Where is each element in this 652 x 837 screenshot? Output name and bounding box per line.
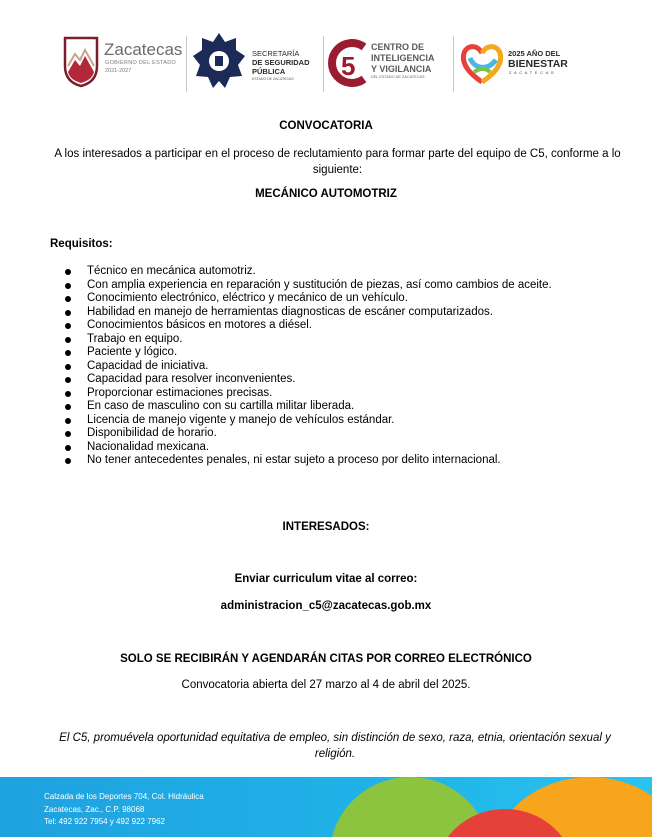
requirements-title: Requisitos: bbox=[50, 238, 113, 250]
contact-email[interactable]: administracion_c5@zacatecas.gob.mx bbox=[220, 600, 432, 612]
ssp-line2: DE SEGURIDAD bbox=[252, 58, 310, 67]
svg-text:5: 5 bbox=[341, 51, 356, 81]
list-item: No tener antecedentes penales, ni estar sujeto a proceso por delito internacional. bbox=[60, 454, 552, 468]
zacatecas-name: Zacatecas bbox=[104, 40, 183, 59]
list-item: Paciente y lógico. bbox=[60, 346, 552, 360]
police-badge-icon bbox=[192, 32, 246, 90]
footer-phone: Tel: 492 922 7954 y 492 922 7962 bbox=[44, 817, 165, 826]
c5-line3: Y VIGILANCIA bbox=[371, 64, 432, 74]
footer-address-line1: Calzada de los Deportes 704, Col. Hidráulica bbox=[44, 792, 204, 801]
list-item: Proporcionar estimaciones precisas. bbox=[60, 387, 552, 401]
ssp-logo bbox=[192, 30, 322, 96]
send-cv-text: Enviar curriculum vitae al correo: bbox=[234, 573, 418, 585]
list-item: Capacidad para resolver inconvenientes. bbox=[60, 373, 552, 387]
c5-logo bbox=[328, 30, 456, 96]
zacatecas-logo bbox=[60, 30, 185, 96]
zacatecas-shield-icon bbox=[63, 36, 99, 88]
document-title: CONVOCATORIA bbox=[279, 120, 373, 132]
interested-title: INTERESADOS: bbox=[282, 521, 370, 533]
logo-separator bbox=[186, 36, 187, 92]
zacatecas-line2: 2021-2027 bbox=[105, 68, 132, 74]
footer-address bbox=[44, 791, 204, 829]
bienestar-line2: BIENESTAR bbox=[508, 58, 568, 70]
ssp-line1: SECRETARÍA bbox=[252, 49, 300, 58]
ssp-line4: ESTADO DE ZACATECAS bbox=[252, 77, 294, 81]
list-item: Disponibilidad de horario. bbox=[60, 427, 552, 441]
list-item: Licencia de manejo vigente y manejo de vehículos estándar. bbox=[60, 414, 552, 428]
zacatecas-line1: GOBIERNO DEL ESTADO bbox=[105, 60, 177, 66]
list-item: Capacidad de iniciativa. bbox=[60, 360, 552, 374]
header-logos bbox=[60, 30, 600, 100]
c5-line2: INTELIGENCIA bbox=[371, 53, 435, 63]
footer-address-line2: Zacatecas, Zac., C.P. 98068 bbox=[44, 804, 145, 814]
list-item: Trabajo en equipo. bbox=[60, 333, 552, 347]
list-item: Técnico en mecánica automotriz. bbox=[60, 265, 552, 279]
equity-statement: El C5, promuévela oportunidad equitativa de empleo, sin distinción de sexo, raza, etnia, orientación sexual y religión. bbox=[59, 732, 611, 760]
position-title: MECÁNICO AUTOMOTRIZ bbox=[255, 188, 397, 200]
logo-separator bbox=[453, 36, 454, 92]
ssp-line3: PÚBLICA bbox=[252, 67, 286, 76]
bienestar-logo bbox=[458, 30, 600, 96]
c5-line4: DEL ESTADO DE ZACATECAS bbox=[371, 75, 425, 79]
footer-banner bbox=[0, 777, 652, 837]
requirements-list bbox=[60, 265, 552, 468]
list-item: Con amplia experiencia en reparación y sustitución de piezas, así como cambios de aceite. bbox=[60, 279, 552, 293]
email-only-notice: SOLO SE RECIBIRÁN Y AGENDARÁN CITAS POR CORREO ELECTRÓNICO bbox=[120, 653, 532, 665]
heart-icon bbox=[460, 42, 504, 86]
list-item: Nacionalidad mexicana. bbox=[60, 441, 552, 455]
list-item: Conocimientos básicos en motores a diésel. bbox=[60, 319, 552, 333]
c5-line1: CENTRO DE bbox=[371, 42, 425, 52]
list-item: Conocimiento electrónico, eléctrico y mecánico de un vehículo. bbox=[60, 292, 552, 306]
bienestar-line3: ZACATECAS bbox=[509, 70, 557, 75]
list-item: Habilidad en manejo de herramientas diagnosticas de escáner computarizados. bbox=[60, 306, 552, 320]
intro-paragraph: A los interesados a participar en el proceso de reclutamiento para formar parte del equipo de C5, conforme a lo siguiente: bbox=[54, 148, 621, 176]
logo-separator bbox=[323, 36, 324, 92]
dates-text: Convocatoria abierta del 27 marzo al 4 de abril del 2025. bbox=[181, 679, 471, 691]
list-item: En caso de masculino con su cartilla militar liberada. bbox=[60, 400, 552, 414]
bienestar-line1: 2025 AÑO DEL bbox=[508, 49, 561, 58]
c5-emblem-icon bbox=[328, 39, 368, 87]
